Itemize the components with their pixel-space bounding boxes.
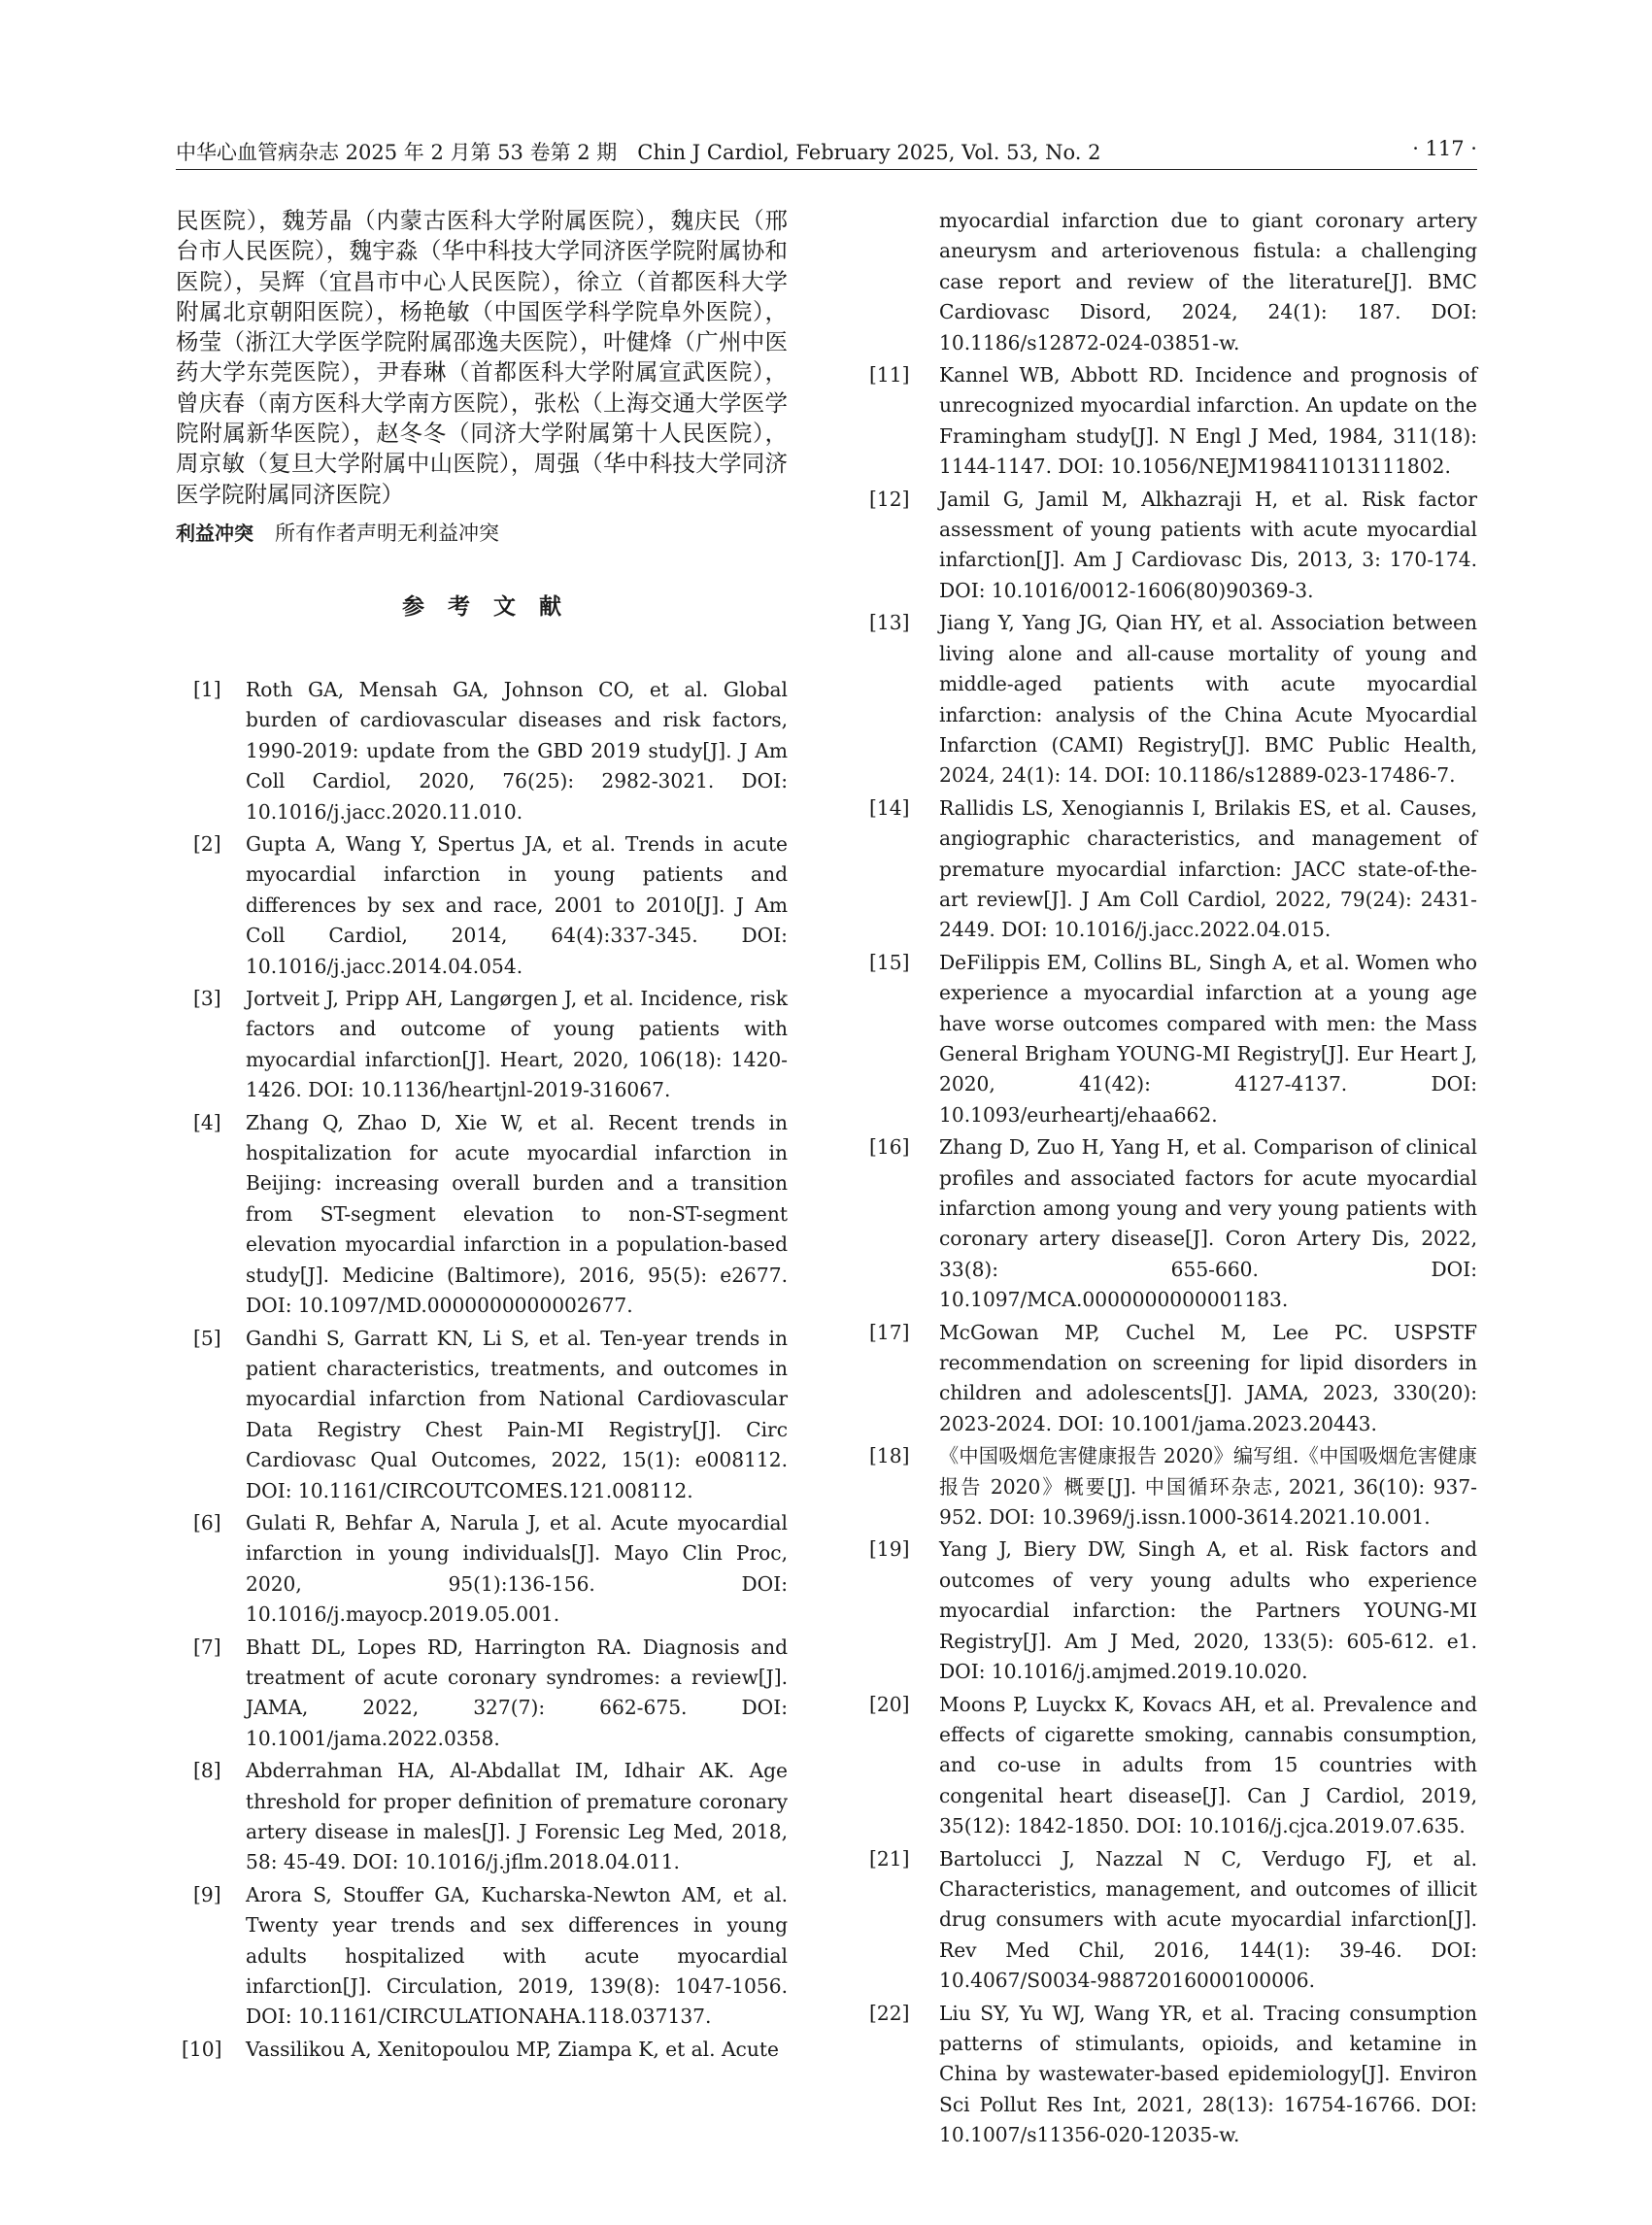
reference-number: [20] [869, 1692, 910, 1716]
reference-item [869, 485, 1477, 607]
reference-item [176, 1108, 788, 1322]
reference-item [869, 1999, 1477, 2151]
reference-text: Bartolucci J, Nazzal N C, Verdugo FJ, et al. Characteristics, management, and outcomes of illicit drug consumers with acute myocardial infarction[J]. Rev Med Chil, 2016, 144(1): 39-46. DOI: 10.4067/S0034-98872016000100006. [939, 1846, 1477, 1993]
reference-item [869, 1132, 1477, 1315]
reference-text: Gandhi S, Garratt KN, Li S, et al. Ten-year trends in patient characteristics, treatments, and outcomes in myocardial infarction from National Cardiovascular Data Registry Chest Pain-MI Registry[J]. Circ Cardiovasc Qual Outcomes, 2022, 15(1): e008112. DOI: 10.1161/CIRCOUTCOMES.121.008112. [246, 1326, 788, 1502]
reference-number: [6] [193, 1510, 221, 1534]
reference-number: [11] [869, 363, 910, 388]
reference-text: Kannel WB, Abbott RD. Incidence and prognosis of unrecognized myocardial infarction. An update on the Framingham study[J]. N Engl J Med, 1984, 311(18): 1144-1147. DOI: 10.1056/NEJM198411013111802. [939, 363, 1477, 479]
conflict-text: 所有作者声明无利益冲突 [275, 521, 499, 545]
reference-text: Gulati R, Behfar A, Narula J, et al. Acute myocardial infarction in young individuals[J]. Mayo Clin Proc, 2020, 95(1):136-156. DOI: 10.1016/j.mayocp.2019.05.001. [246, 1510, 788, 1627]
reference-text: McGowan MP, Cuchel M, Lee PC. USPSTF recommendation on screening for lipid disorders in children and adolescents[J]. JAMA, 2023, 330(20): 2023-2024. DOI: 10.1001/jama.2023.20443. [939, 1320, 1477, 1435]
reference-number: [22] [869, 2001, 910, 2025]
reference-item [176, 2035, 788, 2065]
journal-citation: 中华心血管病杂志 2025 年 2 月第 53 卷第 2 期 Chin J Cardiol, February 2025, Vol. 53, No. 2 [176, 141, 1101, 164]
reference-item [869, 1844, 1477, 1997]
reference-number: [2] [193, 832, 221, 856]
reference-text: Jortveit J, Pripp AH, Langørgen J, et al. Incidence, risk factors and outcome of young patients with myocardial infarction[J]. Heart, 2020, 106(18): 1420-1426. DOI: 10.1136/heartjnl-2019-316067. [246, 987, 788, 1102]
reference-10-continuation: myocardial infarction due to giant coronary artery aneurysm and arteriovenous fistula: a challenging case report and review of the literature[J]. BMC Cardiovasc Disord, 2024, 24(1): 187. DOI: 10.1186/s12872-024-03851-w. [939, 209, 1477, 354]
conflict-of-interest [176, 519, 788, 548]
reference-item [176, 1633, 788, 1755]
reference-item [176, 1880, 788, 2033]
reference-item [869, 1690, 1477, 1842]
left-column [176, 206, 788, 2067]
reference-text: Abderrahman HA, Al-Abdallat IM, Idhair AK. Age threshold for proper definition of premature coronary artery disease in males[J]. J Forensic Leg Med, 2018, 58: 45-49. DOI: 10.1016/j.jflm.2018.04.011. [246, 1759, 788, 1874]
reference-number: [5] [193, 1326, 221, 1350]
reference-item [869, 793, 1477, 946]
reference-item [869, 360, 1477, 483]
reference-text: DeFilippis EM, Collins BL, Singh A, et al. Women who experience a myocardial infarction at a young age have worse outcomes compared with men: the Mass General Brigham YOUNG-MI Registry[J]. Eur Heart J, 2020, 41(42): 4127-4137. DOI: 10.1093/eurheartj/ehaa662. [939, 950, 1477, 1127]
references-heading: 参考文献 [402, 593, 585, 620]
reference-item [869, 948, 1477, 1130]
reference-number: [3] [193, 987, 221, 1011]
reference-list-left [176, 675, 788, 2065]
reference-number: [1] [193, 677, 221, 701]
reference-number: [18] [869, 1444, 910, 1468]
reference-number: [19] [869, 1537, 910, 1562]
reference-number: [14] [869, 795, 910, 820]
reference-text: Bhatt DL, Lopes RD, Harrington RA. Diagnosis and treatment of acute coronary syndromes: a review[J]. JAMA, 2022, 327(7): 662-675. DOI: 10.1001/jama.2022.0358. [246, 1635, 788, 1750]
reference-number: [13] [869, 611, 910, 635]
reference-item [869, 1318, 1477, 1440]
reference-number: [16] [869, 1135, 910, 1160]
reference-item [869, 1534, 1477, 1687]
conflict-label: 利益冲突 [176, 521, 253, 545]
reference-item [869, 1441, 1477, 1533]
reference-item [176, 1756, 788, 1878]
reference-text: Yang J, Biery DW, Singh A, et al. Risk factors and outcomes of very young adults who experience myocardial infarction: the Partners YOUNG-MI Registry[J]. Am J Med, 2020, 133(5): 605-612. e1. DOI: 10.1016/j.amjmed.2019.10.020. [939, 1537, 1477, 1684]
page-number: · 117 · [1412, 137, 1477, 160]
reference-text: Rallidis LS, Xenogiannis I, Brilakis ES, et al. Causes, angiographic characteristics, and management of premature myocardial infarction: JACC state-of-the-art review[J]. J Am Coll Cardiol, 2022, 79(24): 2431-2449. DOI: 10.1016/j.jacc.2022.04.015. [939, 795, 1477, 942]
reference-item [869, 608, 1477, 791]
reference-text: Jiang Y, Yang JG, Qian HY, et al. Association between living alone and all-cause mortality of young and middle-aged patients with acute myocardial infarction: analysis of the China Acute Myocardial Infarction (CAMI) Registry[J]. BMC Public Health, 2024, 24(1): 14. DOI: 10.1186/s12889-023-17486-7. [939, 611, 1477, 788]
reference-item [176, 829, 788, 982]
reference-number: [9] [193, 1882, 221, 1906]
right-column [869, 206, 1477, 2153]
reference-number: [7] [193, 1635, 221, 1659]
reference-text: Vassilikou A, Xenitopoulou MP, Ziampa K, et al. Acute [246, 2037, 779, 2061]
reference-number: [17] [869, 1320, 910, 1344]
running-header [176, 134, 1477, 170]
reference-text: Zhang D, Zuo H, Yang H, et al. Comparison of clinical profiles and associated factors for acute myocardial infarction among young and very young patients with coronary artery disease[J]. Coron Artery Dis, 2022, 33(8): 655-660. DOI: 10.1097/MCA.0000000000001183. [939, 1135, 1477, 1312]
reference-text: Jamil G, Jamil M, Alkhazraji H, et al. Risk factor assessment of young patients with acute myocardial infarction[J]. Am J Cardiovasc Dis, 2013, 3: 170-174. DOI: 10.1016/0012-1606(80)90369-3. [939, 487, 1477, 602]
reference-number: [4] [193, 1110, 221, 1134]
reference-number: [12] [869, 487, 910, 511]
affiliations-paragraph: 民医院），魏芳晶（内蒙古医科大学附属医院），魏庆民（邢台市人民医院），魏宇淼（华中科技大学同济医学院附属协和医院），吴辉（宜昌市中心人民医院），徐立（首都医科大学附属北京朝阳医院），杨艳敏（中国医学科学院阜外医院），杨莹（浙江大学医学院附属邵逸夫医院），叶健烽（广州中医药大学东莞医院），尹春琳（首都医科大学附属宣武医院），曾庆春（南方医科大学南方医院），张松（上海交通大学医学院附属新华医院），赵冬冬（同济大学附属第十人民医院），周京敏（复旦大学附属中山医院），周强（华中科技大学同济医学院附属同济医院） [176, 207, 788, 508]
reference-text: Gupta A, Wang Y, Spertus JA, et al. Trends in acute myocardial infarction in young patients and differences by sex and race, 2001 to 2010[J]. J Am Coll Cardiol, 2014, 64(4):337-345. DOI: 10.1016/j.jacc.2014.04.054. [246, 832, 788, 978]
reference-number: [8] [193, 1759, 221, 1783]
reference-text: Roth GA, Mensah GA, Johnson CO, et al. Global burden of cardiovascular diseases and risk factors, 1990-2019: update from the GBD 2019 study[J]. J Am Coll Cardiol, 2020, 76(25): 2982-3021. DOI: 10.1016/j.jacc.2020.11.010. [246, 677, 788, 824]
reference-item [176, 1324, 788, 1506]
reference-text: Arora S, Stouffer GA, Kucharska-Newton AM, et al. Twenty year trends and sex differences in young adults hospitalized with acute myocardial infarction[J]. Circulation, 2019, 139(8): 1047-1056. DOI: 10.1161/CIRCULATIONAHA.118.037137. [246, 1882, 788, 2029]
reference-list-right [869, 360, 1477, 2151]
reference-text: Moons P, Luyckx K, Kovacs AH, et al. Prevalence and effects of cigarette smoking, cannabis consumption, and co-use in adults from 15 countries with congenital heart disease[J]. Can J Cardiol, 2019, 35(12): 1842-1850. DOI: 10.1016/j.cjca.2019.07.635. [939, 1692, 1477, 1838]
reference-number: [21] [869, 1846, 910, 1871]
reference-item [176, 1508, 788, 1631]
reference-item [176, 675, 788, 827]
reference-number: [10] [182, 2037, 222, 2061]
reference-text: Liu SY, Yu WJ, Wang YR, et al. Tracing consumption patterns of stimulants, opioids, and ketamine in China by wastewater-based epidemiology[J]. Environ Sci Pollut Res Int, 2021, 28(13): 16754-16766. DOI: 10.1007/s11356-020-12035-w. [939, 2001, 1477, 2147]
reference-text: Zhang Q, Zhao D, Xie W, et al. Recent trends in hospitalization for acute myocardial infarction in Beijing: increasing overall burden and a transition from ST-segment elevation to non-ST-segment elevation myocardial infarction in a population-based study[J]. Medicine (Baltimore), 2016, 95(5): e2677. DOI: 10.1097/MD.0000000000002677. [246, 1110, 788, 1318]
reference-number: [15] [869, 950, 910, 974]
reference-text: 《中国吸烟危害健康报告 2020》编写组.《中国吸烟危害健康报告 2020》概要[J]. 中国循环杂志, 2021, 36(10): 937-952. DOI: 10.3969/j.issn.1000-3614.2021.10.001. [939, 1444, 1477, 1530]
reference-item [176, 984, 788, 1106]
